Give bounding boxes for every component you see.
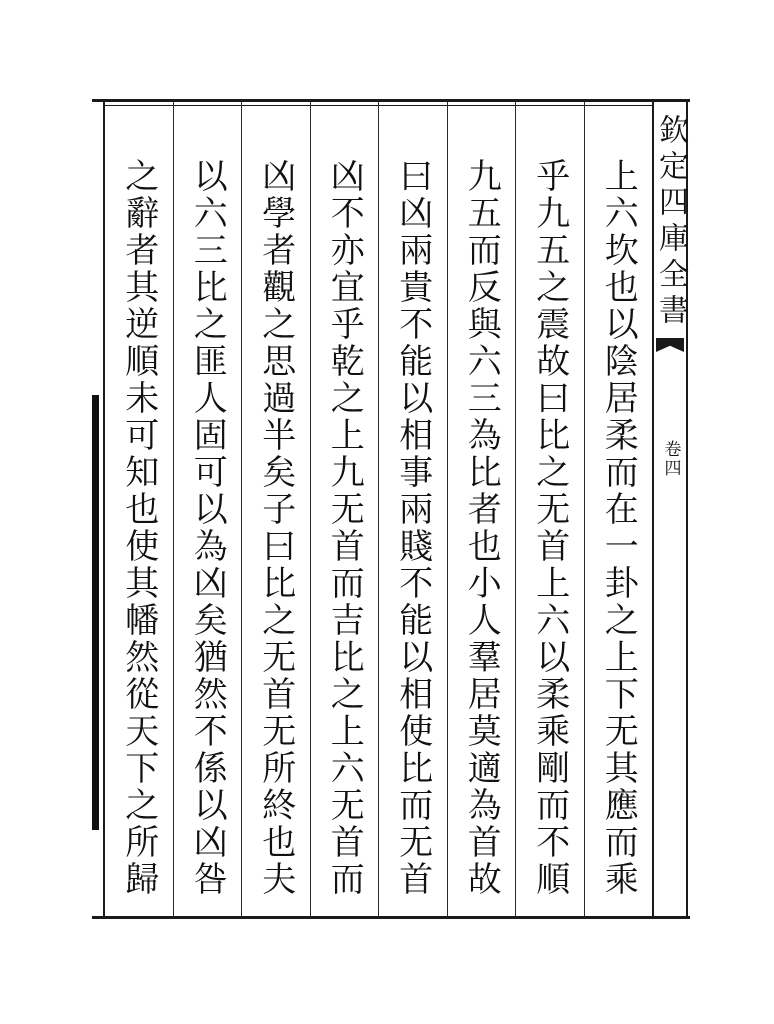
text-column-7-text: 以六三比之匪人固可以為凶矣猶然不係以凶咎: [187, 158, 228, 898]
text-body-frame: [103, 102, 652, 916]
margin-volume-label: [654, 440, 686, 478]
text-column-2-text: 乎九五之震故曰比之无首上六以柔乘剛而不順: [529, 158, 570, 898]
fishtail-mark-icon: [656, 338, 684, 352]
text-column-3: [447, 102, 516, 916]
text-column-1-text: 上六坎也以陰居柔而在一卦之上下无其應而乘: [598, 158, 639, 898]
scan-ink-bar: [92, 395, 99, 830]
text-column-8: [105, 102, 173, 916]
text-column-7: [173, 102, 242, 916]
text-column-1: [584, 102, 653, 916]
text-column-6: [241, 102, 310, 916]
text-column-8-text: 之辭者其逆順未可知也使其幡然從天下之所歸: [118, 158, 159, 898]
text-column-4: [378, 102, 447, 916]
text-column-5-text: 凶不亦宜乎乾之上九无首而吉比之上六无首而: [324, 158, 365, 898]
text-column-3-text: 九五而反與六三為比者也小人羣居莫適為首故: [461, 158, 502, 898]
text-column-4-text: 曰凶兩貴不能以相事兩賤不能以相使比而无首: [392, 158, 433, 898]
margin-book-title: [654, 114, 686, 330]
margin-book-title-text: 欽定四庫全書: [653, 114, 688, 330]
text-column-5: [310, 102, 379, 916]
text-column-2: [515, 102, 584, 916]
text-column-6-text: 凶學者觀之思過半矣子曰比之无首无所終也夫: [255, 158, 296, 898]
page-margin-column: [652, 102, 688, 916]
bottom-border-rule: [92, 916, 690, 919]
margin-volume-text: 卷四: [660, 440, 681, 478]
